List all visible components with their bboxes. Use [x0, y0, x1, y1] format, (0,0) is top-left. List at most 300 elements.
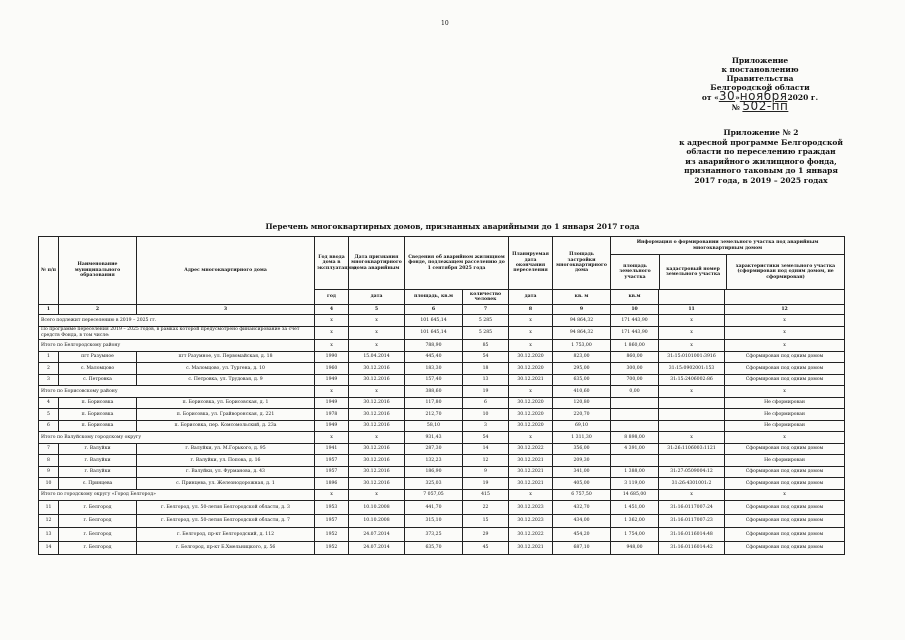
cell-c6: 132,23 — [405, 455, 463, 467]
appendix-2-header — [650, 128, 872, 185]
cell-c10: 1 451,00 — [611, 501, 659, 515]
cell-c10: 0,00 — [611, 386, 659, 398]
appendix-1-line3: Белгородской области — [710, 83, 810, 92]
column-number: 9 — [553, 305, 611, 315]
cell-c1: 13 — [39, 528, 59, 542]
cell-c4: 1990 — [315, 351, 349, 363]
cell-c2: с. Маломцово — [59, 363, 137, 375]
cell-c7: 5 285 — [463, 315, 509, 327]
header-land-group: Информация о формировании земельного участка под аварийным многоквартирным домом — [611, 237, 844, 255]
cell-c10: 14 685,00 — [611, 489, 659, 501]
cell-c7: 19 — [463, 386, 509, 398]
cell-c4: 1949 — [315, 397, 349, 409]
cell-c5: x — [349, 489, 405, 501]
cell-c11: 31:27:0509004:12 — [659, 466, 725, 478]
cell-c11 — [659, 409, 725, 421]
cell-c9: 405,00 — [553, 478, 611, 490]
cell-c8: x — [509, 432, 553, 444]
cell-c1: 2 — [39, 363, 59, 375]
cell-c2: п. Борисовка — [59, 420, 137, 432]
table-row — [39, 397, 845, 409]
cell-c1: 4 — [39, 397, 59, 409]
subtotal-row — [39, 315, 845, 327]
cell-c10: 1 362,00 — [611, 514, 659, 528]
table-row — [39, 363, 845, 375]
column-number: 5 — [349, 305, 405, 315]
cell-c8: 30.12.2020 — [509, 363, 553, 375]
cell-c9: 69,10 — [553, 420, 611, 432]
cell-c8: 30.12.2021 — [509, 374, 553, 386]
appendix-2-line3: области по переселению граждан — [686, 147, 836, 156]
cell-c8: 30.12.2020 — [509, 420, 553, 432]
cell-c3: г. Белгород, пр-кт Б.Хмельницкого, д. 56 — [137, 541, 315, 555]
header-planned-date: Планируемая дата окончания переселения — [509, 237, 553, 290]
cell-c12: Сформирован под одним домом — [725, 351, 845, 363]
cell-c11: 31:15:0902001:153 — [659, 363, 725, 375]
cell-c12: Сформирован под одним домом — [725, 374, 845, 386]
cell-c4: x — [315, 340, 349, 352]
cell-c5: 30.12.2016 — [349, 420, 405, 432]
cell-c10 — [611, 409, 659, 421]
table-row — [39, 501, 845, 515]
cell-c6: 931,43 — [405, 432, 463, 444]
cell-c5: 30.12.2016 — [349, 363, 405, 375]
cell-c8: x — [509, 386, 553, 398]
cell-c5: 30.12.2016 — [349, 466, 405, 478]
cell-c2: г. Белгород — [59, 528, 137, 542]
cell-c7: 54 — [463, 351, 509, 363]
cell-c3: пгт Разумное, ул. Первомайская, д. 18 — [137, 351, 315, 363]
cell-c7: 3 — [463, 420, 509, 432]
cell-c5: 30.12.2016 — [349, 374, 405, 386]
cell-c2: г. Белгород — [59, 514, 137, 528]
cell-c1: 11 — [39, 501, 59, 515]
column-number: 8 — [509, 305, 553, 315]
cell-c6: 788,90 — [405, 340, 463, 352]
column-number: 2 — [59, 305, 137, 315]
cell-c4: 1949 — [315, 420, 349, 432]
page-number: 10 — [441, 20, 449, 27]
document-title: Перечень многоквартирных домов, признанных аварийными до 1 января 2017 года — [265, 222, 640, 231]
header-info-group: Сведения об аварийном жилищном фонде, подлежащем расселению до 1 сентября 2025 года — [405, 237, 509, 290]
table-body — [39, 305, 845, 555]
cell-c11: 31:26:4301001:2 — [659, 478, 725, 490]
header-land-char: характеристики земельного участка (сформирован под одним домом, не сформирован) — [735, 263, 836, 280]
cell-c10: 171 443,90 — [611, 315, 659, 327]
cell-c6: 315,10 — [405, 514, 463, 528]
cell-c1: 1 — [39, 351, 59, 363]
column-number: 3 — [137, 305, 315, 315]
cell-c3: г. Белгород, пр-кт Белгородский, д. 112 — [137, 528, 315, 542]
cell-c10: 300,00 — [611, 363, 659, 375]
cell-c5: x — [349, 432, 405, 444]
cell-c5: 24.07.2014 — [349, 541, 405, 555]
cell-c1: 3 — [39, 374, 59, 386]
appendix-2-line1: Приложение № 2 — [723, 128, 799, 137]
unit-sqm: кв. м — [553, 290, 611, 305]
cell-c1: 6 — [39, 420, 59, 432]
date-suffix: 2020 г. — [787, 93, 819, 102]
appendix-1-header — [690, 56, 830, 112]
cell-c5: x — [349, 326, 405, 340]
cell-c6: 445,40 — [405, 351, 463, 363]
cell-c5: x — [349, 315, 405, 327]
column-number: 12 — [725, 305, 845, 315]
cell-c6: 388,60 — [405, 386, 463, 398]
cell-c11 — [659, 397, 725, 409]
cell-c12: Сформирован под одним домом — [725, 363, 845, 375]
cell-c7: 5 285 — [463, 326, 509, 340]
table-row — [39, 420, 845, 432]
cell-c1: 14 — [39, 541, 59, 555]
cell-c3: г. Валуйки, ул. Попова, д. 16 — [137, 455, 315, 467]
cell-c8: x — [509, 340, 553, 352]
column-number: 10 — [611, 305, 659, 315]
cell-c11: x — [659, 489, 725, 501]
cell-c9: 823,00 — [553, 351, 611, 363]
cell-c10: 8 898,00 — [611, 432, 659, 444]
cell-c6: 212,70 — [405, 409, 463, 421]
cell-c6: 325,03 — [405, 478, 463, 490]
cell-c3: г. Белгород, ул. 50-летия Белгородской области, д. 3 — [137, 501, 315, 515]
cell-c5: 15.04.2014 — [349, 351, 405, 363]
cell-c9: 410,60 — [553, 386, 611, 398]
cell-c10: 171 443,90 — [611, 326, 659, 340]
cell-c4: 1952 — [315, 528, 349, 542]
cell-c11: 31:26:1106003:1121 — [659, 443, 725, 455]
appendix-2-line4: из аварийного жилищного фонда, — [685, 156, 837, 166]
header-municipality: Наименование муниципального образования — [59, 237, 137, 305]
cell-c12: x — [725, 432, 845, 444]
cell-c7: 10 — [463, 409, 509, 421]
cell-c6: 186,90 — [405, 466, 463, 478]
cell-c11: 31:16:0116014:42 — [659, 541, 725, 555]
date-mid: » — [735, 93, 740, 102]
cell-c4: 1896 — [315, 478, 349, 490]
cell-c11: x — [659, 340, 725, 352]
cell-c11: 31:15:0101001:3916 — [659, 351, 725, 363]
cell-c11 — [659, 420, 725, 432]
cell-c4: 1941 — [315, 443, 349, 455]
cell-label: Итого по Борисовскому району — [39, 386, 315, 398]
cell-c7: 13 — [463, 374, 509, 386]
cell-c8: x — [509, 315, 553, 327]
cell-c12: x — [725, 386, 845, 398]
cell-c10: 1 754,00 — [611, 528, 659, 542]
table-row — [39, 455, 845, 467]
cell-label: Итого по городскому округу «Город Белгород» — [39, 489, 315, 501]
appendix-2-line2: к адресной программе Белгородской — [679, 137, 843, 147]
cell-c9: 295,00 — [553, 363, 611, 375]
cell-c11: 31:16:0116014:48 — [659, 528, 725, 542]
cell-c11: x — [659, 386, 725, 398]
cell-label: Всего подлежит переселению в 2019 – 2025 гг. — [39, 315, 315, 327]
cell-c8: 30.12.2020 — [509, 409, 553, 421]
cell-label: Итого по Белгородскому району — [39, 340, 315, 352]
cell-c2: пгт Разумное — [59, 351, 137, 363]
cell-c8: 30.12.2022 — [509, 528, 553, 542]
column-number: 4 — [315, 305, 349, 315]
table-row — [39, 409, 845, 421]
cell-c10 — [611, 455, 659, 467]
unit-date: дата — [349, 290, 405, 305]
cell-c4: 1949 — [315, 374, 349, 386]
cell-c2: г. Валуйки — [59, 455, 137, 467]
unit-empty-cadastral — [659, 290, 725, 305]
table-row — [39, 541, 845, 555]
cell-c8: 30.12.2021 — [509, 466, 553, 478]
cell-c3: с. Петровка, ул. Трудовая, д. 9 — [137, 374, 315, 386]
header-num: № п/п — [39, 237, 59, 305]
cell-c8: 30.12.2023 — [509, 514, 553, 528]
subtotal-row — [39, 340, 845, 352]
unit-year: год — [315, 290, 349, 305]
cell-c8: 30.12.2023 — [509, 501, 553, 515]
cell-c10: 3 119,00 — [611, 478, 659, 490]
cell-c9: 434,00 — [553, 514, 611, 528]
cell-c3: г. Валуйки, ул. Фурманова, д. 43 — [137, 466, 315, 478]
cell-c2: г. Валуйки — [59, 466, 137, 478]
unit-people: количество человек — [463, 290, 509, 305]
cell-c10 — [611, 420, 659, 432]
cell-c7: 12 — [463, 455, 509, 467]
cell-c9: 687,10 — [553, 541, 611, 555]
cell-c6: 441,70 — [405, 501, 463, 515]
cell-c4: x — [315, 326, 349, 340]
cell-c3: п. Борисовка, ул. Грайворонская, д. 221 — [137, 409, 315, 421]
cell-c3: с. Маломцово, ул. Тургена, д. 10 — [137, 363, 315, 375]
cell-c1: 9 — [39, 466, 59, 478]
cell-c1: 7 — [39, 443, 59, 455]
cell-c10: 700,00 — [611, 374, 659, 386]
cell-c6: 101 645,14 — [405, 326, 463, 340]
cell-c10: 1 388,00 — [611, 466, 659, 478]
cell-c6: 287,30 — [405, 443, 463, 455]
cell-c3: г. Белгород, ул. 50-летия Белгородской области, д. 7 — [137, 514, 315, 528]
cell-c2: г. Белгород — [59, 501, 137, 515]
cell-c3: п. Борисовка, пер. Комсомольский, д. 23а — [137, 420, 315, 432]
table-row — [39, 351, 845, 363]
cell-c1: 10 — [39, 478, 59, 490]
subtotal-row — [39, 489, 845, 501]
cell-c9: 432,70 — [553, 501, 611, 515]
cell-c10: 1 860,00 — [611, 340, 659, 352]
cell-c5: 30.12.2016 — [349, 443, 405, 455]
cell-c10: 948,00 — [611, 541, 659, 555]
cell-c5: 30.12.2016 — [349, 455, 405, 467]
cell-c2: п. Борисовка — [59, 409, 137, 421]
cell-c5: 30.12.2016 — [349, 397, 405, 409]
cell-c12: x — [725, 315, 845, 327]
cell-c6: 117,80 — [405, 397, 463, 409]
cell-c11: x — [659, 315, 725, 327]
column-number-row — [39, 305, 845, 315]
cell-c7: 85 — [463, 340, 509, 352]
column-number: 11 — [659, 305, 725, 315]
cell-c12: Не сформирован — [725, 455, 845, 467]
unit-area: площадь, кв.м — [405, 290, 463, 305]
subtotal-row — [39, 432, 845, 444]
cell-c1: 8 — [39, 455, 59, 467]
header-address: Адрес многоквартирного дома — [137, 237, 315, 305]
cell-c6: 101 645,14 — [405, 315, 463, 327]
cell-c12: x — [725, 326, 845, 340]
cell-c6: 183,30 — [405, 363, 463, 375]
cell-c3: с. Принцева, ул. Железнодорожная, д. 1 — [137, 478, 315, 490]
cell-c4: x — [315, 432, 349, 444]
cell-c4: 1960 — [315, 363, 349, 375]
cell-c9: 341,00 — [553, 466, 611, 478]
cell-c5: 30.12.2016 — [349, 409, 405, 421]
appendix-2-line5: признанного таковым до 1 января — [684, 166, 838, 175]
cell-c6: 157,40 — [405, 374, 463, 386]
cell-c9: 356,00 — [553, 443, 611, 455]
cell-c6: 58,10 — [405, 420, 463, 432]
cell-c5: x — [349, 340, 405, 352]
cell-c11: x — [659, 432, 725, 444]
cell-c12: x — [725, 340, 845, 352]
table-row — [39, 443, 845, 455]
cell-c7: 415 — [463, 489, 509, 501]
cell-c5: 10.10.2008 — [349, 501, 405, 515]
cell-c8: x — [509, 326, 553, 340]
cell-c5: x — [349, 386, 405, 398]
cell-c9: 6 757,50 — [553, 489, 611, 501]
cell-c2: г. Валуйки — [59, 443, 137, 455]
cell-c11: 31:16:0117007:23 — [659, 514, 725, 528]
cell-c7: 29 — [463, 528, 509, 542]
cell-c7: 15 — [463, 514, 509, 528]
cell-c12: Не сформирован — [725, 397, 845, 409]
cell-c4: 1952 — [315, 541, 349, 555]
cell-c9: 120,80 — [553, 397, 611, 409]
appendix-1-number — [690, 99, 830, 113]
cell-c4: x — [315, 315, 349, 327]
header-date-emergency: Дата признания многоквартирного дома аварийным — [349, 237, 405, 290]
header-land-area: площадь земельного участка — [611, 255, 660, 289]
cell-c2: п. Борисовка — [59, 397, 137, 409]
cell-c12: Сформирован под одним домом — [725, 478, 845, 490]
cell-c6: 373,25 — [405, 528, 463, 542]
appendix-1-line1: Приложение — [731, 56, 789, 65]
cell-c11: 31:15:2406002:86 — [659, 374, 725, 386]
cell-c6: 7 057,05 — [405, 489, 463, 501]
cell-c1: 5 — [39, 409, 59, 421]
header-build-area: Площадь застройки многоквартирного дома — [553, 237, 611, 290]
number-value: 502-пп — [742, 99, 789, 113]
cell-c12: Сформирован под одним домом — [725, 443, 845, 455]
cell-c8: 30.12.2021 — [509, 541, 553, 555]
cell-c9: 1 753,00 — [553, 340, 611, 352]
date-month: ноября — [739, 89, 788, 103]
cell-c2: с. Принцева — [59, 478, 137, 490]
cell-c9: 454,20 — [553, 528, 611, 542]
cell-c12: Не сформирован — [725, 409, 845, 421]
date-prefix: от « — [701, 93, 719, 102]
cell-c7: 6 — [463, 397, 509, 409]
cell-c1: 12 — [39, 514, 59, 528]
cell-label: Итого по Валуйскому городскому округу — [39, 432, 315, 444]
cell-c7: 14 — [463, 443, 509, 455]
cell-c12: x — [725, 489, 845, 501]
cell-c4: x — [315, 489, 349, 501]
cell-c4: 1953 — [315, 501, 349, 515]
cell-c5: 10.10.2008 — [349, 514, 405, 528]
cell-c5: 24.07.2014 — [349, 528, 405, 542]
cell-c8: 30.12.2021 — [509, 455, 553, 467]
cell-c7: 18 — [463, 363, 509, 375]
cell-c5: 30.12.2016 — [349, 478, 405, 490]
cell-c12: Сформирован под одним домом — [725, 501, 845, 515]
table-row — [39, 374, 845, 386]
cell-c3: г. Валуйки, ул. М.Горького, д. 95 — [137, 443, 315, 455]
cell-c9: 94 864,32 — [553, 315, 611, 327]
header-cadastral: кадастровый номер земельного участка — [660, 255, 727, 289]
cell-c9: 209,30 — [553, 455, 611, 467]
column-number: 1 — [39, 305, 59, 315]
cell-c4: 1957 — [315, 514, 349, 528]
cell-c11: x — [659, 326, 725, 340]
cell-c10: 4 391,00 — [611, 443, 659, 455]
unit-empty-char — [725, 290, 845, 305]
cell-c4: x — [315, 386, 349, 398]
cell-c2: с. Петровка — [59, 374, 137, 386]
table-row — [39, 528, 845, 542]
cell-c7: 9 — [463, 466, 509, 478]
cell-c10: 860,00 — [611, 351, 659, 363]
cell-c7: 19 — [463, 478, 509, 490]
table-row — [39, 514, 845, 528]
cell-c8: 30.12.2021 — [509, 478, 553, 490]
cell-c7: 54 — [463, 432, 509, 444]
column-number: 7 — [463, 305, 509, 315]
housing-table — [38, 236, 845, 555]
number-prefix: № — [731, 103, 740, 112]
cell-c8: 30.12.2020 — [509, 351, 553, 363]
cell-c6: 635,70 — [405, 541, 463, 555]
appendix-2-line6: 2017 года, в 2019 – 2025 годах — [694, 175, 828, 185]
table-row — [39, 478, 845, 490]
cell-c12: Сформирован под одним домом — [725, 528, 845, 542]
cell-c9: 94 864,32 — [553, 326, 611, 340]
cell-c12: Не сформирован — [725, 420, 845, 432]
cell-c10 — [611, 397, 659, 409]
cell-c8: x — [509, 489, 553, 501]
cell-c11: 31:16:0117007:24 — [659, 501, 725, 515]
cell-c12: Сформирован под одним домом — [725, 541, 845, 555]
subtotal-row — [39, 386, 845, 398]
cell-c7: 22 — [463, 501, 509, 515]
date-day: 30 — [718, 89, 736, 103]
cell-c3: п. Борисовка, ул. Борисовская, д. 1 — [137, 397, 315, 409]
unit-sqm2: кв.м — [611, 290, 659, 305]
header-year-built: Год ввода дома в эксплуатацию — [315, 237, 349, 290]
cell-c4: 1978 — [315, 409, 349, 421]
header-land-group-cell — [611, 237, 845, 290]
cell-c9: 1 311,30 — [553, 432, 611, 444]
column-number: 6 — [405, 305, 463, 315]
cell-c9: 220,70 — [553, 409, 611, 421]
cell-c4: 1957 — [315, 466, 349, 478]
unit-date2: дата — [509, 290, 553, 305]
cell-label: По программе переселения 2019 – 2025 годов, в рамках которой предусмотрено финансирование за счет средств Фонда, в том числе: — [39, 326, 315, 340]
cell-c2: г. Белгород — [59, 541, 137, 555]
cell-c12: Сформирован под одним домом — [725, 514, 845, 528]
cell-c8: 30.12.2020 — [509, 397, 553, 409]
table-row — [39, 466, 845, 478]
appendix-1-line2: к постановлению Правительства — [721, 65, 799, 83]
cell-c4: 1957 — [315, 455, 349, 467]
